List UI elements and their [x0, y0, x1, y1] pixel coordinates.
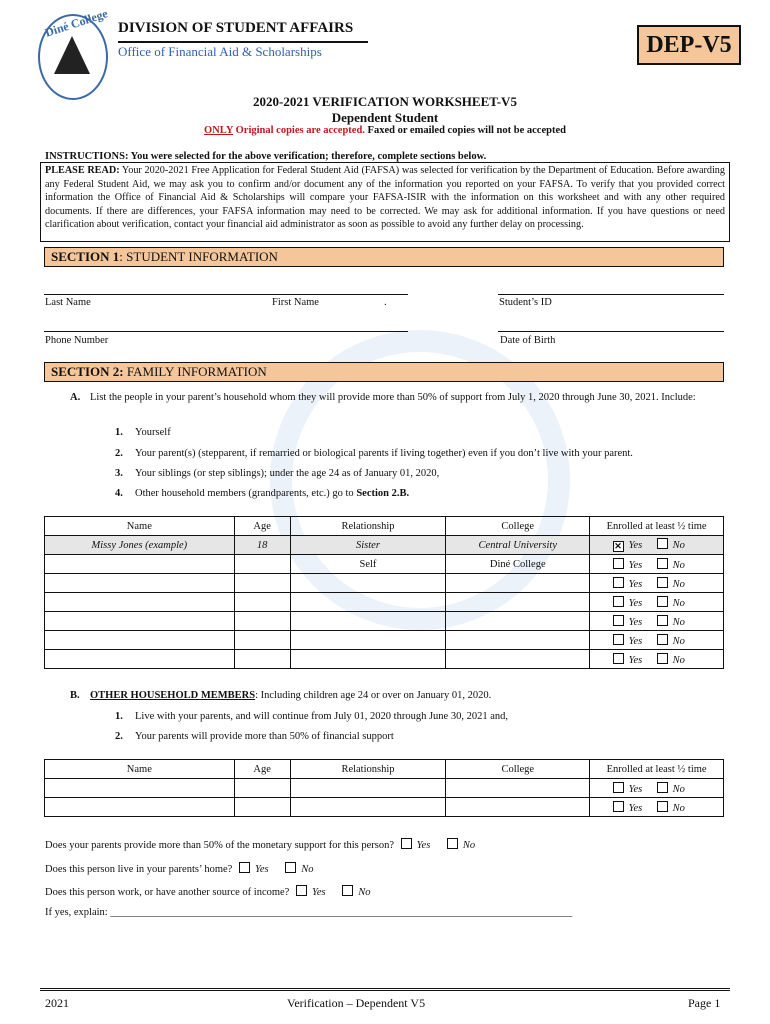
- name-dot: .: [384, 297, 387, 308]
- explain-line[interactable]: If yes, explain: ________________________________________________________________________________________: [45, 907, 573, 918]
- footer-year: 2021: [45, 996, 69, 1010]
- household-table: [44, 516, 724, 669]
- name-line[interactable]: [44, 294, 408, 295]
- tree-icon: [54, 36, 90, 74]
- instructions: INSTRUCTIONS: You were selected for the above verification; therefore, complete sections below.: [45, 151, 487, 162]
- yes-checkbox[interactable]: [613, 634, 624, 645]
- please-read-box: [40, 162, 730, 242]
- no-checkbox[interactable]: [657, 634, 668, 645]
- table-row: Self Diné College Yes No: [45, 555, 724, 574]
- last-name-label: Last Name: [45, 297, 91, 308]
- other-members-table: [44, 759, 724, 817]
- question-support: Does your parents provide more than 50% of the monetary support for this person? Yes No: [45, 840, 476, 851]
- table-row: Yes No: [45, 631, 724, 650]
- col-relationship: Relationship: [290, 517, 446, 536]
- list-item: 2. Your parent(s) (stepparent, if remarried or biological parents if living together) even if you don’t live with your parent.: [115, 448, 633, 459]
- no-checkbox[interactable]: [285, 862, 296, 873]
- no-checkbox[interactable]: [657, 577, 668, 588]
- table-row: Yes No: [45, 593, 724, 612]
- no-checkbox[interactable]: [657, 538, 668, 549]
- section2a-text: A. List the people in your parent’s household whom they will provide more than 50% of support from July 1, 2020 through June 30, 2021. Include:: [70, 392, 696, 403]
- phone-label: Phone Number: [45, 335, 109, 346]
- no-checkbox[interactable]: [657, 558, 668, 569]
- section1-header: SECTION 1: STUDENT INFORMATION: [44, 247, 724, 267]
- header-rule: [118, 41, 368, 43]
- question-live-home: Does this person live in your parents’ home? Yes No: [45, 864, 314, 875]
- no-checkbox[interactable]: [657, 801, 668, 812]
- yes-checkbox[interactable]: [613, 558, 624, 569]
- table-header-row: [45, 517, 724, 536]
- table-row: Yes No: [45, 612, 724, 631]
- student-id-label: Student’s ID: [499, 297, 552, 308]
- please-read-label: PLEASE READ:: [45, 165, 120, 176]
- yes-checkbox-checked[interactable]: ✕: [614, 541, 622, 551]
- list-item: 1. Yourself: [115, 427, 171, 438]
- table-header-row: Name Age Relationship College Enrolled at least ½ time: [45, 760, 724, 779]
- footer-title: Verification – Dependent V5: [287, 996, 426, 1010]
- table-row: Yes No: [45, 779, 724, 798]
- form-code-badge: DEP-V5: [637, 25, 741, 65]
- no-checkbox[interactable]: [342, 885, 353, 896]
- logo-text: Diné College: [43, 6, 110, 40]
- yes-checkbox[interactable]: [401, 838, 412, 849]
- yes-checkbox[interactable]: [613, 782, 624, 793]
- phone-line[interactable]: [44, 331, 408, 332]
- please-read-text: Your 2020-2021 Free Application for Federal Student Aid (FAFSA) was selected for verification by the Department of Education. Before awarding any Federal Student Aid, we may ask you to confirm and/or document any of the information you reported on your FAFSA. To verify that you provided correct information the Office of Financial Aid & Scholarships will compare your FAFSA-ISIR with the information on this worksheet and with any other required documents. If there are differences, your FAFSA information may need to be corrected. We may ask for additional information. If you have questions or need clarification about verification, contact your financial aid administrator as soon as possible to avoid any further delay on processing.: [45, 165, 725, 231]
- student-id-line[interactable]: [498, 294, 724, 295]
- footer-page: Page 1: [688, 996, 721, 1010]
- table-row: Yes No: [45, 574, 724, 593]
- yes-checkbox[interactable]: [296, 885, 307, 896]
- yes-checkbox[interactable]: [613, 577, 624, 588]
- dob-line[interactable]: [498, 331, 724, 332]
- no-checkbox[interactable]: [657, 596, 668, 607]
- footer-rule: [40, 988, 730, 991]
- list-item: 1. Live with your parents, and will continue from July 01, 2020 through June 30, 2021 and,: [115, 711, 508, 722]
- col-enrolled: Enrolled at least ½ time: [590, 517, 724, 536]
- col-college: College: [446, 517, 590, 536]
- first-name-label: First Name: [272, 297, 319, 308]
- no-checkbox[interactable]: [657, 615, 668, 626]
- no-checkbox[interactable]: [657, 653, 668, 664]
- yes-checkbox[interactable]: [239, 862, 250, 873]
- dob-label: Date of Birth: [500, 335, 556, 346]
- office-name: Office of Financial Aid & Scholarships: [118, 44, 322, 59]
- yes-checkbox[interactable]: [613, 653, 624, 664]
- division-title: DIVISION OF STUDENT AFFAIRS: [118, 20, 354, 36]
- worksheet-title: 2020-2021 VERIFICATION WORKSHEET-V5: [253, 94, 517, 109]
- section2b-heading: B. OTHER HOUSEHOLD MEMBERS: Including children age 24 or over on January 01, 2020.: [70, 690, 492, 701]
- table-row: Yes No: [45, 798, 724, 817]
- section2-header: SECTION 2: FAMILY INFORMATION: [44, 362, 724, 382]
- worksheet-subtitle: Dependent Student: [331, 110, 439, 125]
- question-income: Does this person work, or have another source of income? Yes No: [45, 887, 371, 898]
- col-name: Name: [45, 517, 235, 536]
- yes-checkbox[interactable]: [613, 596, 624, 607]
- list-item: 3. Your siblings (or step siblings); under the age 24 as of January 01, 2020,: [115, 468, 440, 479]
- table-row: Yes No: [45, 650, 724, 669]
- example-row: Missy Jones (example) 18 Sister Central University ✕ Yes No: [45, 536, 724, 555]
- yes-checkbox[interactable]: [613, 801, 624, 812]
- copies-note: ONLY Original copies are accepted. Faxed or emailed copies will not be accepted: [204, 125, 566, 136]
- list-item: 4. Other household members (grandparents, etc.) go to Section 2.B.: [115, 488, 410, 499]
- no-checkbox[interactable]: [447, 838, 458, 849]
- yes-checkbox[interactable]: [613, 615, 624, 626]
- col-age: Age: [234, 517, 290, 536]
- list-item: 2. Your parents will provide more than 50% of financial support: [115, 731, 394, 742]
- no-checkbox[interactable]: [657, 782, 668, 793]
